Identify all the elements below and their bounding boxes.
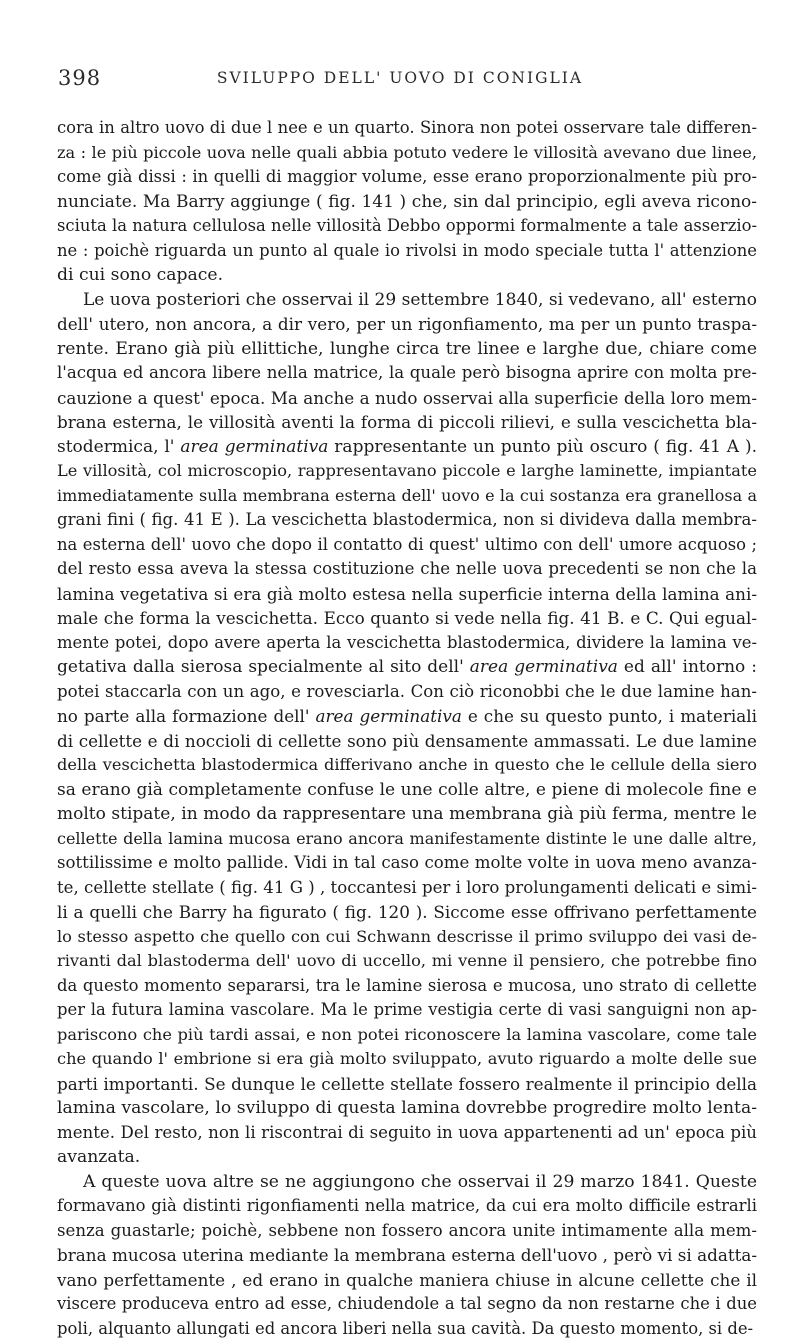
text-line: dell' utero, non ancora, a dir vero, per un rigonfiamento, ma per un punto traspa- — [57, 312, 757, 337]
text-line: mente. Del resto, non li riscontrai di seguito in uova appartenenti ad un' epoca più — [57, 1121, 757, 1146]
text-line: da questo momento separarsi, tra le lamine sierosa e mucosa, uno strato di cellette — [57, 974, 757, 999]
running-head: SVILUPPO DELL' UOVO DI CONIGLIA — [0, 69, 800, 87]
text-line: na esterna dell' uovo che dopo il contatto di quest' ultimo con dell' umore acquoso ; — [57, 533, 757, 558]
text-line: mente potei, dopo avere aperta la vescichetta blastodermica, dividere la lamina ve- — [57, 631, 757, 656]
paragraph-p1 — [57, 116, 757, 288]
text-line: rivanti dal blastoderma dell' uovo di uccello, mi venne il pensiero, che potrebbe fino — [57, 949, 757, 974]
text-line: brana esterna, le villosità aventi la forma di piccoli rilievi, e sulla vescichetta bla- — [57, 410, 757, 435]
text-line: cauzione a quest' epoca. Ma anche a nudo osservai alla superficie della loro mem- — [57, 386, 757, 411]
text-line: senza guastarle; poichè, sebbene non fossero ancora unite intimamente alla mem- — [57, 1219, 757, 1244]
text-line: molto stipate, in modo da rappresentare una membrana già più ferma, mentre le — [57, 802, 757, 827]
text-line: lo stesso aspetto che quello con cui Schwann descrisse il primo sviluppo dei vasi de- — [57, 925, 757, 950]
text-line: avanzata. — [57, 1145, 757, 1170]
text-line: ne : poichè riguarda un punto al quale io rivolsi in modo speciale tutta l' attenzione — [57, 239, 757, 264]
text-line: sciuta la natura cellulosa nelle villosità Debbo oppormi formalmente a tale asserzio- — [57, 214, 757, 239]
text-line: Le uova posteriori che osservai il 29 settembre 1840, si vedevano, all' esterno — [57, 288, 757, 313]
text-line: formavano già distinti rigonfiamenti nella matrice, da cui era molto difficile estrarli — [57, 1194, 757, 1219]
text-line: per la futura lamina vascolare. Ma le prime vestigia certe di vasi sanguigni non ap- — [57, 998, 757, 1023]
text-line: male che forma la vescichetta. Ecco quanto si vede nella fig. 41 B. e C. Qui egual- — [57, 606, 757, 631]
text-line: come già dissi : in quelli di maggior volume, esse erano proporzionalmente più pro- — [57, 165, 757, 190]
text-line: parti importanti. Se dunque le cellette stellate fossero realmente il principio della — [57, 1072, 757, 1097]
text-line: lamina vegetativa si era già molto estesa nella superficie interna della lamina ani- — [57, 582, 757, 607]
text-line: getativa dalla sierosa specialmente al sito dell' area germinativa ed all' intorno : — [57, 655, 757, 680]
text-line: pariscono che più tardi assai, e non potei riconoscere la lamina vascolare, come tale — [57, 1023, 757, 1048]
text-line: vano perfettamente , ed erano in qualche maniera chiuse in alcune cellette che il — [57, 1268, 757, 1293]
text-line: za : le più piccole uova nelle quali abbia potuto vedere le villosità avevano due linee, — [57, 141, 757, 166]
text-line: lamina vascolare, lo sviluppo di questa lamina dovrebbe progredire molto lenta- — [57, 1096, 757, 1121]
text-line: cellette della lamina mucosa erano ancora manifestamente distinte le une dalle altre, — [57, 827, 757, 852]
text-line: di cellette e di noccioli di cellette sono più densamente ammassati. Le due lamine — [57, 729, 757, 754]
text-line: poli, alquanto allungati ed ancora liberi nella sua cavità. Da questo momento, si de- — [57, 1317, 757, 1341]
text-line: di cui sono capace. — [57, 263, 757, 288]
text-line: brana mucosa uterina mediante la membrana esterna dell'uovo , però vi si adatta- — [57, 1243, 757, 1268]
text-line: li a quelli che Barry ha figurato ( fig. 120 ). Siccome esse offrivano perfettamente — [57, 900, 757, 925]
text-line: del resto essa aveva la stessa costituzione che nelle uova precedenti se non che la — [57, 557, 757, 582]
text-line: rente. Erano già più ellittiche, lunghe circa tre linee e larghe due, chiare come — [57, 337, 757, 362]
text-line: te, cellette stellate ( fig. 41 G ) , toccantesi per i loro prolungamenti delicati e simi- — [57, 876, 757, 901]
text-line: nunciate. Ma Barry aggiunge ( fig. 141 ) che, sin dal principio, egli aveva ricono- — [57, 190, 757, 215]
page-number: 398 — [58, 66, 101, 90]
text-line: della vescichetta blastodermica differivano anche in questo che le cellule della siero — [57, 753, 757, 778]
text-line: stodermica, l' area germinativa rappresentante un punto più oscuro ( fig. 41 A ). — [57, 435, 757, 460]
paragraph-p2 — [57, 288, 757, 1170]
paragraph-p3 — [57, 1170, 757, 1341]
text-line: sa erano già completamente confuse le une colle altre, e piene di molecole fine e — [57, 778, 757, 803]
body-text — [57, 116, 757, 1341]
text-line: no parte alla formazione dell' area germinativa e che su questo punto, i materiali — [57, 704, 757, 729]
text-line: A queste uova altre se ne aggiungono che osservai il 29 marzo 1841. Queste — [57, 1170, 757, 1195]
text-line: cora in altro uovo di due l nee e un quarto. Sinora non potei osservare tale differen- — [57, 116, 757, 141]
text-line: sottilissime e molto pallide. Vidi in tal caso come molte volte in uova meno avanza- — [57, 851, 757, 876]
text-line: che quando l' embrione si era già molto sviluppato, avuto riguardo a molte delle sue — [57, 1047, 757, 1072]
text-line: grani fini ( fig. 41 E ). La vescichetta blastodermica, non si divideva dalla membra- — [57, 508, 757, 533]
text-line: potei staccarla con un ago, e rovesciarla. Con ciò riconobbi che le due lamine han- — [57, 680, 757, 705]
text-line: Le villosità, col microscopio, rappresentavano piccole e larghe laminette, impiantate — [57, 459, 757, 484]
text-line: immediatamente sulla membrana esterna dell' uovo e la cui sostanza era granellosa a — [57, 484, 757, 509]
text-line: l'acqua ed ancora libere nella matrice, la quale però bisogna aprire con molta pre- — [57, 361, 757, 386]
text-line: viscere produceva entro ad esse, chiudendole a tal segno da non restarne che i due — [57, 1292, 757, 1317]
